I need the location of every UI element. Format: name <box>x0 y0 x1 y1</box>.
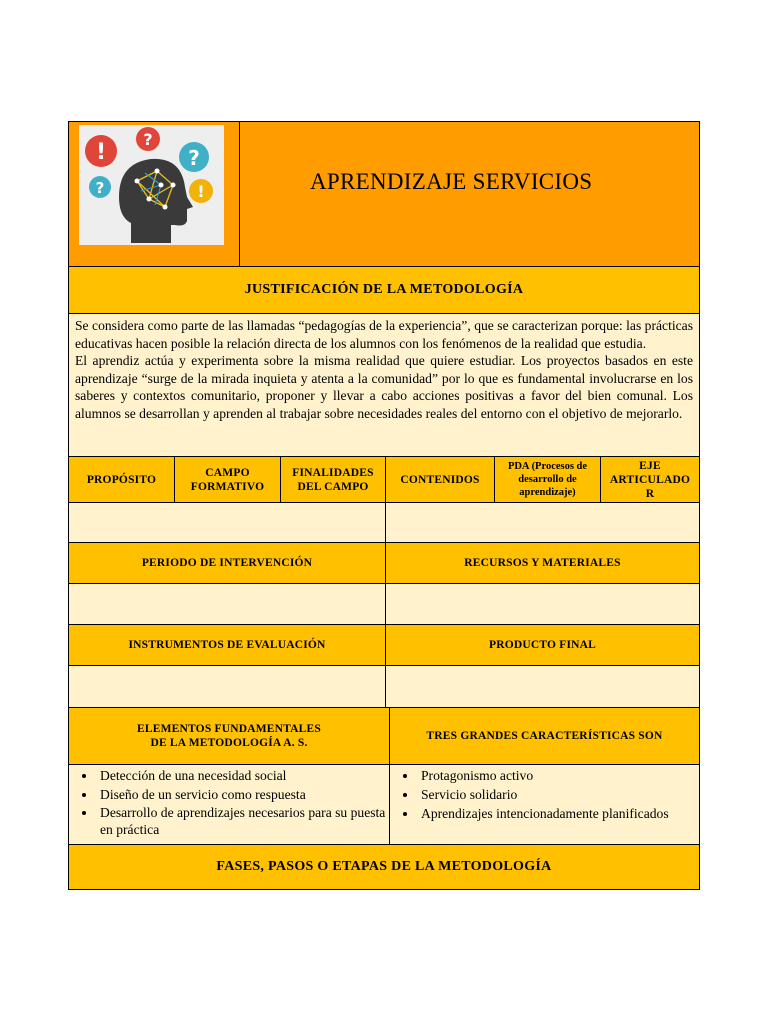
header-row <box>68 121 700 267</box>
periodo-heading: PERIODO DE INTERVENCIÓN <box>141 557 313 569</box>
elementos-heading: ELEMENTOS FUNDAMENTALES DE LA METODOLOGÍA A. S. <box>136 723 322 749</box>
instrumentos-producto-row <box>68 625 700 666</box>
producto-content-cell[interactable] <box>385 666 699 707</box>
methodology-document <box>68 121 700 890</box>
elementos-list-item: • Desarrollo de aprendizajes necesarios para su puesta en práctica <box>97 804 389 838</box>
empty-row-2 <box>68 584 700 625</box>
caracteristicas-list-item: • Servicio solidario <box>418 785 669 804</box>
svg-text:?: ? <box>143 130 153 149</box>
periodo-recursos-row <box>68 543 700 584</box>
head-question-marks-illustration-icon <box>79 125 224 245</box>
empty-row-1 <box>68 503 700 543</box>
elementos-caracteristicas-row <box>68 708 700 765</box>
producto-heading: PRODUCTO FINAL <box>385 625 699 665</box>
column-eje: EJE ARTICULADO R <box>600 457 699 502</box>
elementos-list <box>69 766 389 838</box>
svg-text:!: ! <box>197 182 205 201</box>
proposito-content-cell[interactable] <box>69 503 385 542</box>
lists-row <box>68 765 700 845</box>
caracteristicas-list <box>390 766 669 823</box>
svg-text:?: ? <box>95 179 105 197</box>
header-image-area <box>69 122 239 266</box>
recursos-content-cell[interactable] <box>385 584 699 624</box>
svg-text:?: ? <box>188 146 200 170</box>
justification-text <box>69 314 699 456</box>
fases-row <box>68 845 700 890</box>
column-campo-formativo: CAMPO FORMATIVO <box>174 457 280 502</box>
contenidos-content-cell[interactable] <box>385 503 699 542</box>
column-contenidos: CONTENIDOS <box>385 457 494 502</box>
fases-heading: FASES, PASOS O ETAPAS DE LA METODOLOGÍA <box>216 859 552 874</box>
elementos-list-item: • Diseño de un servicio como respuesta <box>97 785 389 804</box>
recursos-heading: RECURSOS Y MATERIALES <box>385 543 699 583</box>
elementos-list-cell <box>69 765 389 844</box>
caracteristicas-list-cell <box>389 765 699 844</box>
caracteristicas-heading: TRES GRANDES CARACTERÍSTICAS SON <box>389 708 699 764</box>
justification-paragraph-1: Se considera como parte de las llamadas “pedagogías de la experiencia”, que se caracterizan porque: las prácticas educativas hacen posible la relación directa de los alumnos con los fenómenos de la realidad que estudia. <box>75 318 693 351</box>
elementos-list-item: • Detección de una necesidad social <box>97 766 389 785</box>
periodo-content-cell[interactable] <box>69 584 385 624</box>
column-pda: PDA (Procesos de desarrollo de aprendizaje) <box>494 457 600 502</box>
justification-heading: JUSTIFICACIÓN DE LA METODOLOGÍA <box>244 282 524 297</box>
column-proposito: PROPÓSITO <box>86 473 157 486</box>
caracteristicas-list-item: • Aprendizajes intencionadamente planificados <box>418 804 669 823</box>
header-title-cell <box>239 122 699 266</box>
svg-text:!: ! <box>95 140 107 165</box>
caracteristicas-list-item: • Protagonismo activo <box>418 766 669 785</box>
empty-row-3 <box>68 666 700 708</box>
justification-heading-row <box>68 267 700 314</box>
instrumentos-heading: INSTRUMENTOS DE EVALUACIÓN <box>128 639 326 651</box>
justification-text-row <box>68 314 700 457</box>
instrumentos-content-cell[interactable] <box>69 666 385 707</box>
page-title: APRENDIZAJE SERVICIOS <box>310 169 593 194</box>
justification-paragraph-2: El aprendiz actúa y experimenta sobre la misma realidad que quiere estudiar. Los proyectos basados en este aprendizaje “surge de la mirada inquieta y atenta a la comunidad” por lo que es fundamental involucrarse en los saberes y contextos comunitario, proponer y llevar a cabo acciones positivas a favor del bien comunal. Los alumnos se desarrollan y aprenden al trabajar sobre necesidades reales del entorno con el objetivo de mejorarlo. <box>75 353 693 421</box>
column-finalidades: FINALIDADES DEL CAMPO <box>280 457 385 502</box>
columns-header-row <box>68 457 700 503</box>
